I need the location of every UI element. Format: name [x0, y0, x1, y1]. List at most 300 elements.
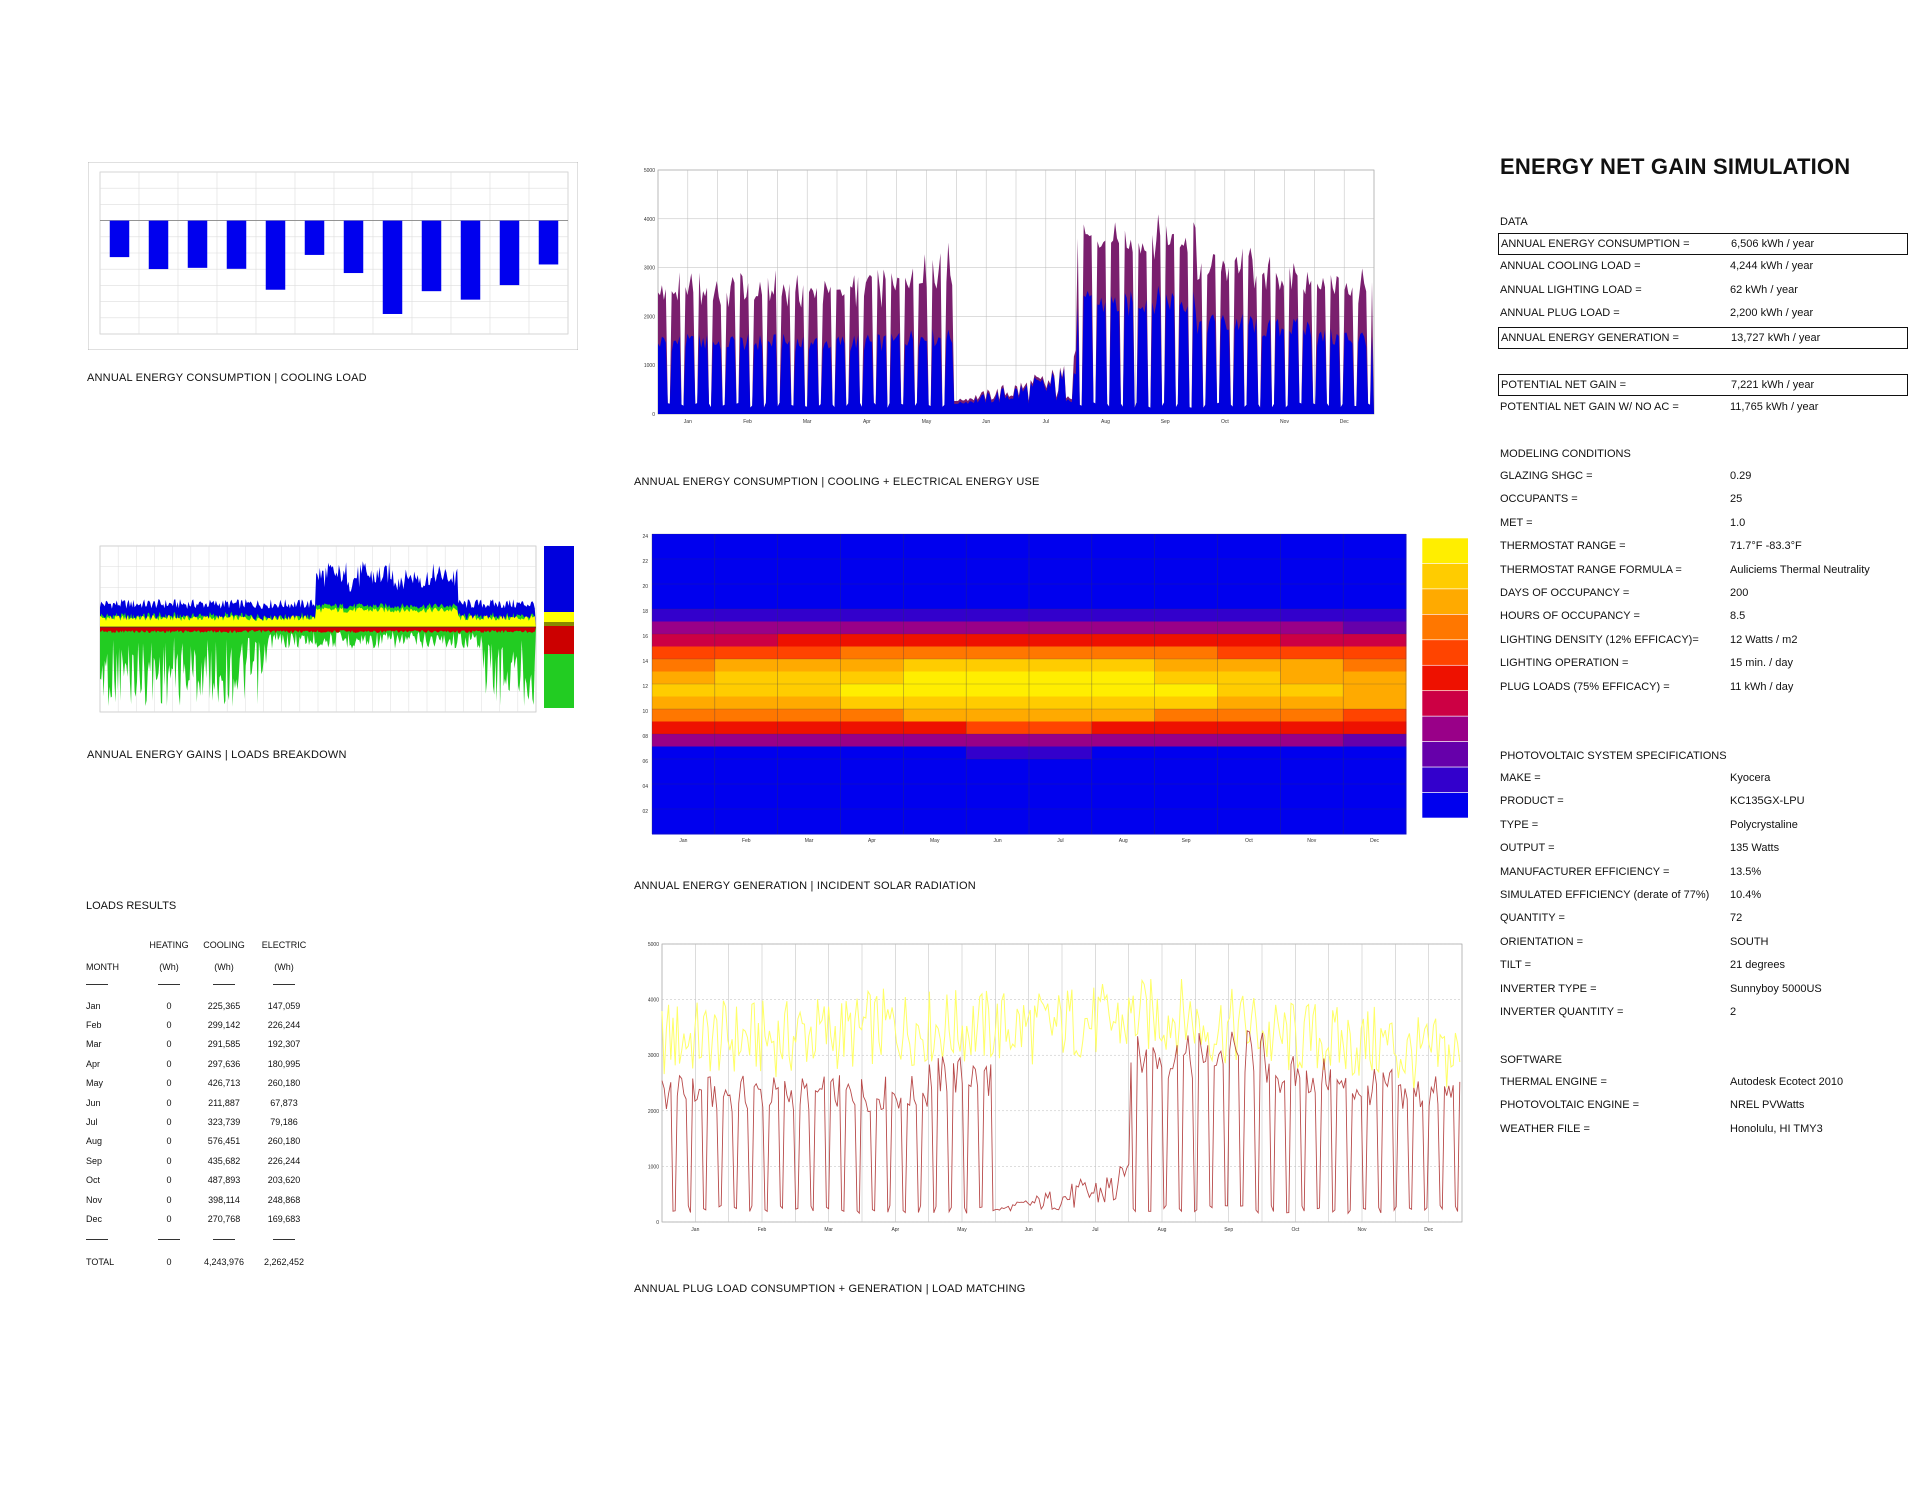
electric-cell: 248,868: [267, 1194, 301, 1205]
heatmap-cell: [1155, 559, 1218, 572]
heatmap-cell: [1092, 547, 1155, 560]
pv-label: INVERTER TYPE =: [1500, 982, 1597, 995]
heatmap-cell: [1092, 747, 1155, 760]
data-label: ANNUAL ENERGY CONSUMPTION =: [1501, 238, 1690, 250]
bar-jul: [344, 221, 364, 273]
heatmap-cell: [903, 672, 966, 685]
month-cell: Jul: [86, 1117, 98, 1128]
heatmap-cell: [1343, 584, 1406, 597]
heatmap-cell: [1343, 659, 1406, 672]
month-cell: Dec: [86, 1213, 103, 1224]
heatmap-cell: [652, 709, 715, 722]
heatmap-cell: [903, 572, 966, 585]
heatmap-cell: [652, 634, 715, 647]
heatmap-cell: [1280, 622, 1343, 635]
heatmap-cell: [841, 597, 904, 610]
x-tick-label: Jan: [679, 838, 688, 844]
bar-nov: [500, 221, 520, 285]
heatmap-cell: [1029, 747, 1092, 760]
bar-may: [266, 221, 286, 290]
bar-jun: [305, 221, 325, 255]
legend-swatch: [544, 546, 574, 580]
x-tick-label: May: [957, 1227, 967, 1233]
x-tick-label: Feb: [741, 838, 751, 844]
heatmap-cell: [1280, 747, 1343, 760]
header-top: [86, 940, 144, 950]
heatmap-cell: [903, 722, 966, 735]
heatmap-cell: [1092, 559, 1155, 572]
heatmap-cell: [841, 609, 904, 622]
x-tick-label: Nov: [1357, 1227, 1367, 1233]
heatmap-cell: [966, 634, 1029, 647]
cooling-cell: 270,768: [207, 1213, 241, 1224]
y-tick-label: 22: [642, 559, 648, 565]
pv-label: SIMULATED EFFICIENCY (derate of 77%): [1500, 889, 1710, 901]
heatmap-cell: [715, 622, 778, 635]
software-label: PHOTOVOLTAIC ENGINE =: [1500, 1099, 1640, 1112]
heatmap-cell: [1155, 634, 1218, 647]
caption-energy-gains: ANNUAL ENERGY GAINS | LOADS BREAKDOWN: [87, 749, 347, 761]
heatmap-cell: [778, 647, 841, 660]
total-rule: [86, 1229, 144, 1249]
heatmap-cell: [1343, 784, 1406, 797]
heatmap-cell: [841, 534, 904, 547]
pv-label: TILT =: [1500, 959, 1532, 972]
y-tick-label: 20: [642, 584, 648, 590]
heatmap-cell: [1029, 634, 1092, 647]
simulation-panel: [1498, 150, 1910, 1150]
loads-table: [86, 940, 314, 1275]
heatmap-cell: [1029, 822, 1092, 835]
legend-swatch: [544, 636, 574, 654]
heatmap-cell: [1343, 759, 1406, 772]
heatmap-cell: [1280, 672, 1343, 685]
heatmap-cell: [715, 647, 778, 660]
heatmap-cell: [1155, 722, 1218, 735]
x-tick-label: Jun: [982, 419, 991, 425]
legend-swatch: [544, 612, 574, 622]
heatmap-cell: [1155, 697, 1218, 710]
heatmap-cell: [966, 622, 1029, 635]
header-rule: [144, 972, 194, 996]
heatmap-cell: [1092, 684, 1155, 697]
heatmap-cell: [1218, 584, 1281, 597]
legend-swatch: [544, 622, 574, 626]
modeling-value: 200: [1730, 587, 1749, 599]
electric-cell: 147,059: [267, 1000, 301, 1011]
heatmap-cell: [903, 747, 966, 760]
heatmap-cell: [1155, 797, 1218, 810]
x-tick-label: Mar: [802, 419, 812, 425]
heatmap-cell: [1029, 534, 1092, 547]
heatmap-cell: [1280, 659, 1343, 672]
heatmap-cell: [966, 809, 1029, 822]
heatmap-cell: [903, 772, 966, 785]
modeling-value: 71.7°F -83.3°F: [1730, 540, 1802, 553]
heatmap-cell: [903, 609, 966, 622]
bar-apr: [227, 221, 247, 269]
total-rule: [194, 1229, 254, 1249]
heatmap-cell: [778, 597, 841, 610]
heating-cell: 0: [166, 1058, 172, 1069]
legend-swatch: [544, 654, 574, 668]
heatmap-cell: [1155, 709, 1218, 722]
heatmap-cell: [1092, 672, 1155, 685]
heatmap-cell: [903, 822, 966, 835]
header-rule: [254, 972, 314, 996]
pv-label: TYPE =: [1500, 818, 1539, 831]
x-tick-label: Mar: [824, 1227, 833, 1233]
cooling-cell: 225,365: [207, 1000, 241, 1011]
loads-row: [86, 1112, 314, 1131]
heatmap-cell: [966, 722, 1029, 735]
heatmap-cell: [1029, 684, 1092, 697]
software-heading: SOFTWARE: [1500, 1054, 1562, 1066]
software-value: Honolulu, HI TMY3: [1730, 1122, 1823, 1135]
pv-value: Kyocera: [1730, 772, 1771, 784]
heatmap-cell: [652, 784, 715, 797]
data-heading: DATA: [1500, 216, 1528, 228]
loads-row: [86, 1015, 314, 1034]
x-tick-label: Jan: [683, 419, 692, 425]
heatmap-cell: [652, 597, 715, 610]
heatmap-cell: [1155, 547, 1218, 560]
heatmap-cell: [1280, 759, 1343, 772]
heatmap-cell: [715, 747, 778, 760]
pv-row: [1498, 862, 1908, 884]
modeling-row: [1498, 677, 1908, 699]
heatmap-cell: [966, 559, 1029, 572]
modeling-label: DAYS OF OCCUPANCY =: [1500, 587, 1630, 599]
modeling-value: 15 min. / day: [1730, 657, 1793, 670]
data-label: ANNUAL COOLING LOAD =: [1500, 260, 1641, 273]
legend-swatch: [1422, 614, 1468, 639]
heatmap-cell: [1218, 747, 1281, 760]
heating-cell: 0: [166, 1039, 172, 1050]
heatmap-cell: [1280, 597, 1343, 610]
software-label: THERMAL ENGINE =: [1500, 1076, 1607, 1088]
electric-cell: 79,186: [270, 1117, 298, 1128]
modeling-label: OCCUPANTS =: [1500, 493, 1578, 506]
heatmap-cell: [1029, 659, 1092, 672]
modeling-value: 11 kWh / day: [1730, 680, 1794, 693]
pv-value: 21 degrees: [1730, 959, 1786, 972]
heatmap-cell: [903, 634, 966, 647]
heatmap-cell: [652, 647, 715, 660]
y-tick-label: 10: [642, 709, 648, 715]
heatmap-cell: [1343, 772, 1406, 785]
heatmap-cell: [1092, 784, 1155, 797]
heatmap-cell: [903, 547, 966, 560]
y-tick-label: 4000: [647, 997, 659, 1004]
loads-row: [86, 1209, 314, 1228]
cooling-load-chart: [88, 162, 578, 350]
heatmap-cell: [903, 784, 966, 797]
heatmap-cell: [1092, 609, 1155, 622]
heatmap-cell: [778, 672, 841, 685]
heatmap-cell: [652, 734, 715, 747]
heatmap-cell: [1343, 559, 1406, 572]
heatmap-cell: [903, 734, 966, 747]
legend-swatch: [544, 626, 574, 636]
heatmap-cell: [652, 584, 715, 597]
month-cell: Apr: [86, 1058, 101, 1069]
bar-feb: [149, 221, 169, 269]
x-tick-label: Dec: [1370, 838, 1380, 844]
heatmap-cell: [1218, 672, 1281, 685]
heatmap-cell: [1029, 697, 1092, 710]
legend-swatch: [1422, 716, 1468, 741]
data-value: 13,727 kWh / year: [1731, 331, 1821, 344]
pv-value: 10.4%: [1730, 889, 1762, 901]
pv-row: [1498, 932, 1908, 954]
x-tick-label: Dec: [1339, 419, 1349, 425]
heatmap-cell: [966, 784, 1029, 797]
x-tick-label: Oct: [1245, 838, 1253, 844]
heatmap-cell: [903, 622, 966, 635]
heatmap-cell: [841, 622, 904, 635]
heatmap-cell: [966, 647, 1029, 660]
cooling-cell: 323,739: [207, 1117, 241, 1128]
heatmap-cell: [1092, 572, 1155, 585]
y-tick-label: 06: [642, 759, 648, 765]
x-tick-label: Feb: [757, 1227, 767, 1233]
modeling-heading: MODELING CONDITIONS: [1500, 448, 1631, 460]
total-label: TOTAL: [86, 1256, 115, 1267]
header-bottom: (Wh): [274, 962, 294, 972]
heatmap-cell: [778, 722, 841, 735]
heatmap-cell: [1280, 584, 1343, 597]
heatmap-cell: [1092, 697, 1155, 710]
heatmap-cell: [715, 534, 778, 547]
legend-swatch: [1422, 767, 1468, 792]
heatmap-cell: [903, 709, 966, 722]
header-bottom: (Wh): [159, 962, 179, 972]
heatmap-cell: [1029, 622, 1092, 635]
heatmap-cell: [652, 722, 715, 735]
heatmap-cell: [966, 659, 1029, 672]
heatmap-cell: [778, 734, 841, 747]
heatmap-cell: [778, 759, 841, 772]
heatmap-cell: [715, 634, 778, 647]
modeling-label: MET =: [1500, 516, 1533, 529]
heatmap-cell: [1343, 822, 1406, 835]
heating-cell: 0: [166, 1000, 172, 1011]
heatmap-cell: [715, 659, 778, 672]
caption-solar-radiation: ANNUAL ENERGY GENERATION | INCIDENT SOLAR RADIATION: [634, 880, 976, 892]
heatmap-cell: [652, 809, 715, 822]
heatmap-cell: [1280, 722, 1343, 735]
pv-label: ORIENTATION =: [1500, 935, 1584, 948]
heatmap-cell: [1155, 597, 1218, 610]
total-cooling: 4,243,976: [203, 1256, 245, 1267]
bar-aug: [383, 221, 403, 314]
heatmap-cell: [652, 822, 715, 835]
heatmap-cell: [1092, 659, 1155, 672]
y-tick-label: 18: [642, 609, 648, 615]
heatmap-cell: [1155, 584, 1218, 597]
heatmap-cell: [1092, 634, 1155, 647]
data-row: [1498, 280, 1908, 302]
y-tick-label: 5000: [643, 168, 655, 174]
heatmap-cell: [715, 684, 778, 697]
software-row: [1498, 1119, 1908, 1141]
heatmap-cell: [1218, 559, 1281, 572]
heatmap-cell: [652, 609, 715, 622]
heatmap-cell: [841, 784, 904, 797]
heatmap-cell: [715, 609, 778, 622]
month-cell: Feb: [86, 1020, 102, 1031]
heatmap-cell: [1155, 784, 1218, 797]
heatmap-cell: [1280, 709, 1343, 722]
heatmap-cell: [903, 534, 966, 547]
heatmap-cell: [1343, 672, 1406, 685]
heatmap-cell: [715, 559, 778, 572]
modeling-row: [1498, 630, 1908, 652]
gain-row: [1498, 397, 1908, 419]
heatmap-cell: [715, 759, 778, 772]
heatmap-cell: [1029, 559, 1092, 572]
heatmap-cell: [1218, 547, 1281, 560]
heatmap-cell: [1343, 647, 1406, 660]
heatmap-cell: [841, 797, 904, 810]
heatmap-cell: [652, 572, 715, 585]
y-tick-label: 3000: [647, 1053, 659, 1060]
heatmap-cell: [1343, 534, 1406, 547]
pv-label: MANUFACTURER EFFICIENCY =: [1500, 865, 1670, 878]
gain-row: [1498, 374, 1908, 396]
modeling-value: Auliciems Thermal Neutrality: [1730, 563, 1870, 576]
heatmap-cell: [1155, 647, 1218, 660]
electric-cell: 226,244: [267, 1020, 301, 1031]
heatmap-cell: [1218, 809, 1281, 822]
heatmap-cell: [966, 697, 1029, 710]
loads-row: [86, 1035, 314, 1054]
pv-value: 13.5%: [1730, 865, 1762, 878]
heatmap-cell: [715, 584, 778, 597]
energy-gains-chart: [88, 540, 574, 720]
data-row: [1498, 233, 1908, 255]
modeling-row: [1498, 583, 1908, 605]
heatmap-cell: [715, 672, 778, 685]
legend-swatch: [544, 668, 574, 708]
heatmap-cell: [841, 634, 904, 647]
pv-value: 135 Watts: [1730, 842, 1780, 855]
x-tick-label: Apr: [891, 1227, 900, 1233]
heatmap-cell: [903, 659, 966, 672]
heatmap-cell: [966, 672, 1029, 685]
pv-row: [1498, 838, 1908, 860]
y-tick-label: 2000: [643, 314, 655, 321]
cooling-cell: 299,142: [207, 1020, 241, 1031]
x-tick-label: Aug: [1118, 838, 1128, 844]
heatmap-cell: [778, 622, 841, 635]
caption-cooling-load: ANNUAL ENERGY CONSUMPTION | COOLING LOAD: [87, 372, 367, 384]
heatmap-cell: [1029, 609, 1092, 622]
month-cell: Jun: [86, 1097, 101, 1108]
heatmap-cell: [1092, 534, 1155, 547]
heatmap-cell: [1343, 684, 1406, 697]
heatmap-cell: [1029, 597, 1092, 610]
loads-row: [86, 1171, 314, 1190]
heatmap-cell: [1343, 734, 1406, 747]
legend-swatch: [544, 580, 574, 612]
pv-row: [1498, 908, 1908, 930]
month-cell: May: [86, 1078, 104, 1089]
heatmap-cell: [778, 559, 841, 572]
modeling-label: THERMOSTAT RANGE FORMULA =: [1500, 563, 1682, 576]
x-tick-label: Jul: [1042, 419, 1050, 425]
heatmap-cell: [966, 534, 1029, 547]
cooling-cell: 211,887: [208, 1097, 240, 1108]
x-tick-label: Aug: [1101, 419, 1110, 425]
modeling-row: [1498, 489, 1908, 511]
modeling-value: 0.29: [1730, 470, 1752, 482]
heatmap-cell: [1218, 622, 1281, 635]
heatmap-cell: [1092, 622, 1155, 635]
heatmap-cell: [778, 797, 841, 810]
heatmap-cell: [652, 759, 715, 772]
y-tick-label: 0: [652, 412, 655, 418]
heatmap-cell: [841, 647, 904, 660]
heatmap-cell: [903, 647, 966, 660]
heatmap-cell: [966, 822, 1029, 835]
heatmap-cell: [778, 822, 841, 835]
software-row: [1498, 1095, 1908, 1117]
heatmap-cell: [778, 747, 841, 760]
heatmap-cell: [1155, 772, 1218, 785]
heatmap-cell: [652, 622, 715, 635]
heatmap-cell: [1343, 709, 1406, 722]
load-matching-chart: [636, 936, 1470, 1254]
legend-swatch: [1422, 538, 1468, 563]
caption-energy-use: ANNUAL ENERGY CONSUMPTION | COOLING + ELECTRICAL ENERGY USE: [634, 476, 1040, 488]
x-tick-label: Jan: [691, 1227, 700, 1233]
x-tick-label: Apr: [868, 838, 876, 844]
modeling-row: [1498, 606, 1908, 628]
heatmap-cell: [1029, 759, 1092, 772]
pv-value: Sunnyboy 5000US: [1730, 982, 1822, 995]
modeling-label: HOURS OF OCCUPANCY =: [1500, 610, 1640, 623]
heatmap-cell: [1029, 722, 1092, 735]
software-value: NREL PVWatts: [1730, 1099, 1805, 1112]
heatmap-cell: [1155, 622, 1218, 635]
data-label: ANNUAL LIGHTING LOAD =: [1500, 283, 1642, 296]
pv-label: QUANTITY =: [1500, 912, 1565, 925]
loads-row: [86, 1054, 314, 1073]
cooling-cell: 398,114: [208, 1194, 240, 1205]
y-tick-label: 02: [642, 809, 648, 815]
heatmap-cell: [1029, 647, 1092, 660]
heatmap-cell: [1155, 572, 1218, 585]
heatmap-cell: [1343, 609, 1406, 622]
cooling-cell: 576,451: [207, 1136, 241, 1147]
total-rule: [254, 1229, 314, 1249]
heatmap-cell: [652, 684, 715, 697]
y-tick-label: 3000: [643, 265, 655, 272]
heating-cell: 0: [166, 1117, 172, 1128]
data-row: [1498, 256, 1908, 278]
bar-dec: [539, 221, 559, 265]
data-label: ANNUAL PLUG LOAD =: [1500, 307, 1620, 320]
heatmap-cell: [841, 659, 904, 672]
heatmap-cell: [652, 659, 715, 672]
x-tick-label: Jul: [1057, 838, 1064, 844]
cooling-cell: 297,636: [207, 1058, 241, 1069]
pv-value: SOUTH: [1730, 935, 1769, 948]
loads-row: [86, 1151, 314, 1170]
y-tick-label: 2000: [647, 1108, 659, 1115]
